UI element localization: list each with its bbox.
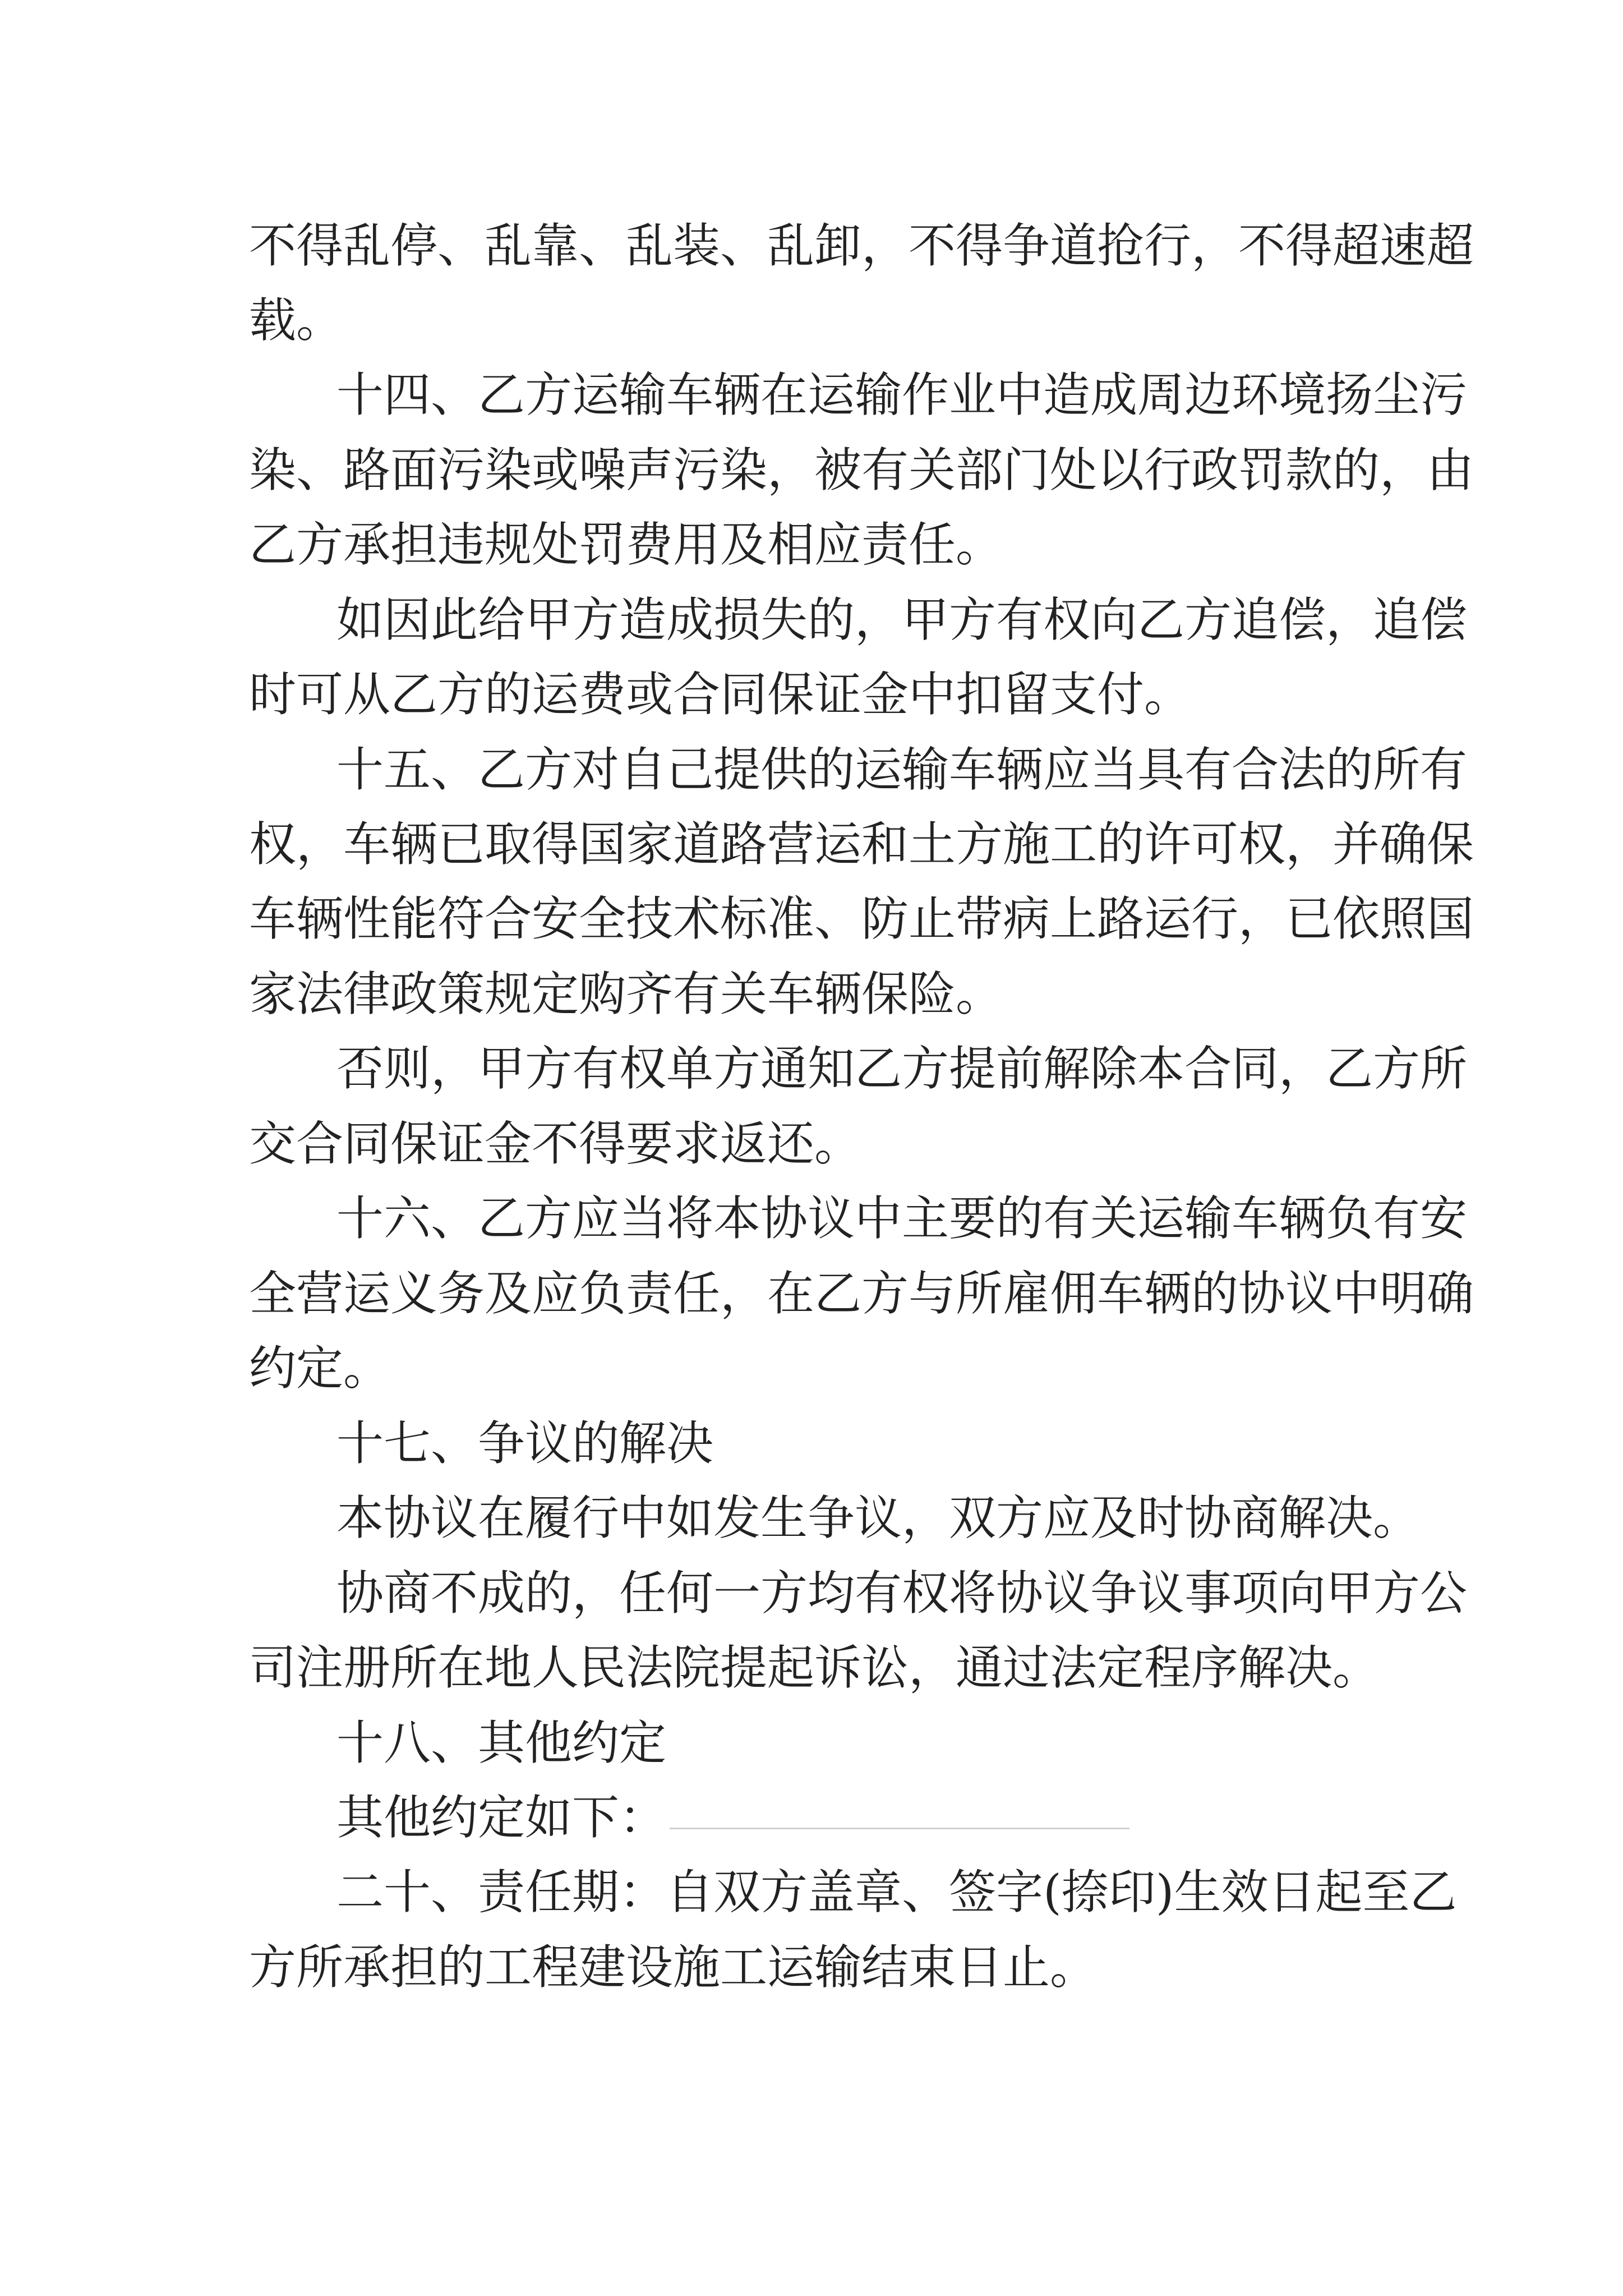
- text-line: 二十、责任期：自双方盖章、签字(捺印)生效日起至乙: [336, 1865, 1457, 1920]
- text-line: 本协议在履行中如发生争议，双方应及时协商解决。: [336, 1490, 1421, 1545]
- text-line: 染、路面污染或噪声污染，被有关部门处以行政罚款的，由: [249, 443, 1474, 498]
- text-line: 十六、乙方应当将本协议中主要的有关运输车辆负有安: [336, 1191, 1468, 1246]
- text-line: 十四、乙方运输车辆在运输作业中造成周边环境扬尘污: [336, 367, 1468, 422]
- text-line: 交合同保证金不得要求返还。: [249, 1116, 862, 1171]
- text-line: 不得乱停、乱靠、乱装、乱卸，不得争道抢行，不得超速超: [249, 218, 1474, 273]
- text-line: 约定。: [249, 1341, 391, 1396]
- text-line: 载。: [249, 293, 344, 348]
- text-line: 其他约定如下：: [336, 1790, 667, 1845]
- text-line: 方所承担的工程建设施工运输结束日止。: [249, 1940, 1098, 1995]
- text-line: 时可从乙方的运费或合同保证金中扣留支付。: [249, 667, 1192, 722]
- text-line: 协商不成的，任何一方均有权将协议争议事项向甲方公: [336, 1566, 1468, 1621]
- text-line: 十八、其他约定: [336, 1715, 667, 1770]
- text-line: 车辆性能符合安全技术标准、防止带病上路运行，已依照国: [249, 891, 1474, 946]
- text-line: 十五、乙方对自己提供的运输车辆应当具有合法的所有: [336, 742, 1468, 797]
- text-line: 家法律政策规定购齐有关车辆保险。: [249, 967, 1003, 1022]
- text-line: 如因此给甲方造成损失的，甲方有权向乙方追偿，追偿: [336, 592, 1468, 647]
- text-line: 十七、争议的解决: [336, 1416, 714, 1471]
- other-agreement-line: [336, 1784, 1129, 1851]
- text-line: 权，车辆已取得国家道路营运和土方施工的许可权，并确保: [249, 817, 1474, 872]
- fill-in-blank: [670, 1784, 1129, 1829]
- text-line: 司注册所在地人民法院提起诉讼，通过法定程序解决。: [249, 1640, 1380, 1695]
- text-line: 乙方承担违规处罚费用及相应责任。: [249, 517, 1003, 572]
- text-line: 全营运义务及应负责任，在乙方与所雇佣车辆的协议中明确: [249, 1266, 1474, 1321]
- text-line: 否则，甲方有权单方通知乙方提前解除本合同，乙方所: [336, 1041, 1468, 1096]
